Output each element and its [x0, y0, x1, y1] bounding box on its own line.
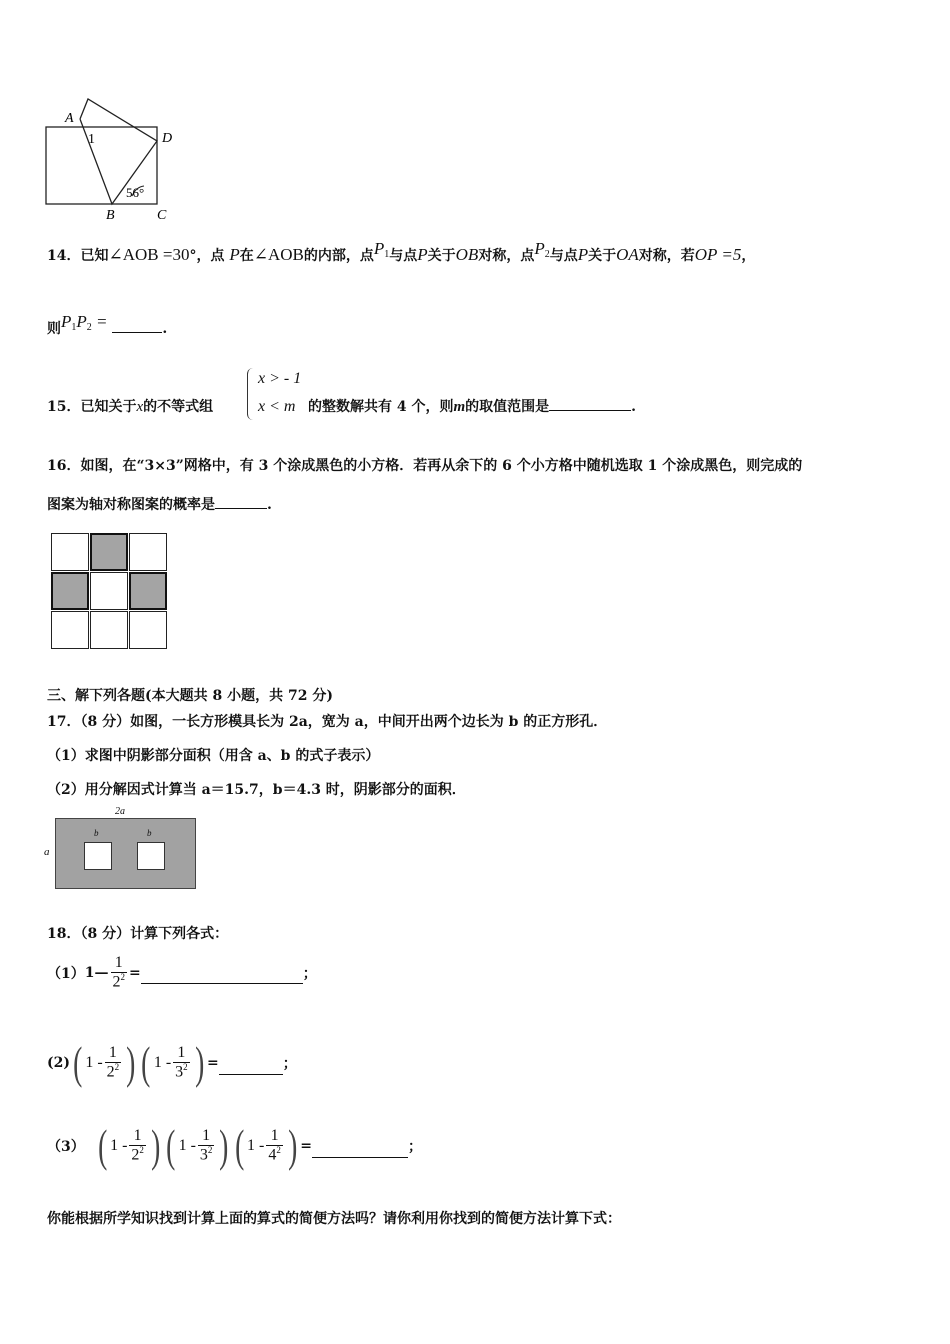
grid-cell [51, 611, 89, 649]
q15-line-rest [308, 396, 636, 416]
q16-answer-blank[interactable] [215, 496, 267, 509]
q18-p1-fraction [111, 955, 128, 991]
fraction-numerator: 1 [133, 1127, 142, 1145]
q18-p1-end: ； [302, 965, 317, 982]
q15-m: m [453, 399, 466, 415]
q15-text: 的整数解共有 4 个，则 [308, 399, 454, 415]
q15-ineq1: x > - 1 [258, 370, 302, 387]
q14-number: 14． [47, 248, 81, 264]
q14-p1p2-s2: 2 [86, 322, 92, 333]
q14-p2-sub: 2 [544, 249, 550, 260]
q14-text: 的内部，点 [303, 248, 374, 264]
q15-number: 15． [47, 399, 81, 415]
fraction-exponent: 2 [207, 1144, 213, 1155]
q18-p3-label: （3） [47, 1139, 85, 1155]
q14-answer-blank[interactable] [112, 320, 162, 333]
q18-p2-factor2: ( 1 - $\frac{1}{3^2}$ ) [141, 1037, 204, 1088]
q18-p1-answer-blank[interactable] [141, 971, 303, 984]
q15-text: 的不等式组 [143, 399, 214, 415]
fraction-exponent: 2 [139, 1144, 144, 1155]
q14-point-p: P [577, 245, 589, 264]
factor-fraction [266, 1128, 283, 1164]
fraction-denominator: 2 [112, 973, 121, 991]
q18-p2-eq: = [206, 1055, 219, 1071]
factor-one-minus: 1 - [178, 1137, 196, 1154]
grid-cell [129, 533, 167, 571]
grid-cell-shaded [129, 572, 167, 610]
factor-one-minus: 1 - [247, 1137, 265, 1154]
fraction-denominator: 3 [199, 1146, 208, 1164]
q14-text: 对称，点 [478, 248, 535, 264]
fraction-numerator: 1 [270, 1127, 279, 1145]
q14-text: 对称，若 [638, 248, 695, 264]
q14-text: 与点 [549, 248, 578, 264]
q14-text: 在 [239, 248, 254, 264]
q17-line1: 17．（8 分）如图，一长方形模具长为 2a，宽为 a，中间开出两个边长为 b 的正方形孔． [47, 714, 608, 730]
figure-rectangle-fold [40, 95, 190, 225]
label-d: D [162, 131, 173, 146]
q18-p2-label: (2) [47, 1055, 70, 1071]
fraction-denominator: 4 [268, 1146, 277, 1164]
label-56: 56° [126, 185, 145, 200]
q15-text: 已知关于 [80, 399, 137, 415]
q18-p3-eq: = [300, 1138, 312, 1154]
q14-text: 已知 [80, 248, 109, 264]
q17-mold-rect [55, 818, 196, 889]
q18-p2-end: ； [282, 1056, 297, 1072]
fraction-denominator: 2 [131, 1146, 140, 1164]
q14-end: . [162, 321, 168, 337]
q17-figure [42, 806, 202, 894]
q17-square-hole [137, 842, 165, 870]
q15-x: x [136, 399, 144, 415]
q14-ob: OB [455, 245, 479, 264]
grid-cell [90, 611, 128, 649]
q17-label-b1: b [94, 828, 99, 838]
q18-p3-factor2: ( 1 - $\frac{1}{3^2}$ ) [166, 1120, 229, 1171]
q15-text: 的取值范围是 [465, 399, 550, 415]
q18-p3-factor3: ( 1 - $\frac{1}{4^2}$ ) [234, 1120, 298, 1171]
q18-closing: 你能根据所学知识找到计算上面的算式的简便方法吗？请你利用你找到的简便方法计算下式： [47, 1211, 621, 1227]
fraction-exponent: 2 [183, 1061, 188, 1072]
q15-line [47, 396, 213, 416]
q14-angle2: ∠AOB [253, 245, 304, 264]
q17-label-a: a [44, 846, 50, 858]
q17-label-b2: b [147, 828, 152, 838]
q17-square-hole [84, 842, 112, 870]
q14-line2 [47, 312, 168, 339]
q14-oa: OA [616, 245, 639, 264]
label-a: A [65, 111, 74, 126]
q18-p3-factor1: ( 1 - $\frac{1}{2^2}$ ) [97, 1120, 161, 1171]
q16-line1: 16．如图，在“3×3”网格中，有 3 个涂成黑色的小方格．若再从余下的 6 个小方格中随机选取 1 个涂成黑色，则完成的 [47, 458, 803, 474]
label-b: B [106, 208, 115, 223]
factor-one-minus: 1 - [110, 1137, 128, 1154]
factor-fraction [198, 1128, 215, 1164]
q14-point-p: P [229, 245, 240, 264]
q14-p1-sub: 1 [384, 249, 390, 260]
q14-ze: 则 [47, 321, 61, 337]
fraction-numerator: 1 [114, 954, 123, 971]
q14-angle: ∠AOB =30 [108, 245, 190, 264]
q16-grid [51, 533, 169, 651]
q15-ineq2: x < m [258, 398, 296, 415]
fraction-numerator: 1 [177, 1044, 186, 1062]
q18-part3 [47, 1120, 422, 1171]
label-angle-1: 1 [88, 132, 95, 147]
q17-label-2a: 2a [115, 806, 125, 817]
grid-cell [90, 572, 128, 610]
q15-answer-blank[interactable] [549, 398, 631, 411]
q18-p3-end: ； [407, 1139, 422, 1155]
fraction-exponent: 2 [276, 1144, 281, 1155]
q18-p1-pre: 1— [84, 964, 109, 981]
q14-p1p2-p2: P [76, 312, 87, 331]
factor-fraction [173, 1045, 190, 1081]
q14-text: ， [741, 248, 756, 264]
q14-text: 关于 [588, 248, 617, 264]
q14-eq: = [91, 312, 108, 331]
factor-one-minus: 1 - [153, 1054, 172, 1071]
grid-cell [129, 611, 167, 649]
q14-p1: P [373, 239, 385, 258]
fraction-denominator: 2 [106, 1063, 115, 1081]
grid-cell [51, 533, 89, 571]
q14-op: OP =5 [694, 245, 742, 264]
q18-p2-factor1: ( 1 - $\frac{1}{2^2}$ ) [73, 1037, 136, 1088]
q16-end: . [267, 497, 272, 513]
fraction-exponent: 2 [120, 971, 125, 982]
q17-sub2: （2）用分解因式计算当 a＝15.7，b＝4.3 时，阴影部分的面积． [47, 782, 466, 798]
fraction-numerator: 1 [202, 1127, 211, 1145]
label-c: C [157, 208, 167, 223]
q14-text: 与点 [389, 248, 418, 264]
q18-p2-answer-blank[interactable] [219, 1062, 283, 1075]
fraction-denominator: 3 [175, 1063, 184, 1081]
q14-degree: ° [189, 248, 197, 264]
grid-cell-shaded [90, 533, 128, 571]
q14-p1p2-p: P [61, 312, 72, 331]
grid-cell-shaded [51, 572, 89, 610]
q16-text: 图案为轴对称图案的概率是 [47, 497, 215, 513]
q18-p1-label: （1） [47, 965, 85, 982]
q18-part2 [47, 1037, 297, 1088]
q14-point-p: P [417, 245, 428, 264]
factor-fraction [105, 1045, 122, 1081]
q14-line1 [47, 239, 756, 266]
factor-one-minus: 1 - [85, 1054, 103, 1071]
q14-text: ，点 [196, 248, 225, 264]
q18-part1 [47, 955, 317, 991]
q18-title: 18．（8 分）计算下列各式： [47, 926, 229, 942]
q17-sub1: （1）求图中阴影部分面积（用含 a、b 的式子表示） [47, 748, 380, 764]
q16-line2 [47, 494, 272, 514]
q15-end: . [631, 399, 637, 415]
q14-text: 关于 [427, 248, 456, 264]
q18-p1-eq: = [129, 964, 141, 981]
factor-fraction [129, 1128, 146, 1164]
q14-p1p2-s1: 1 [71, 322, 77, 333]
q15-system-brace [247, 368, 258, 420]
fraction-numerator: 1 [108, 1044, 117, 1062]
fraction-exponent: 2 [114, 1061, 120, 1072]
section3-title: 三、解下列各题(本大题共 8 小题，共 72 分) [47, 688, 333, 704]
q18-p3-answer-blank[interactable] [312, 1145, 408, 1158]
q14-p2: P [534, 239, 545, 258]
